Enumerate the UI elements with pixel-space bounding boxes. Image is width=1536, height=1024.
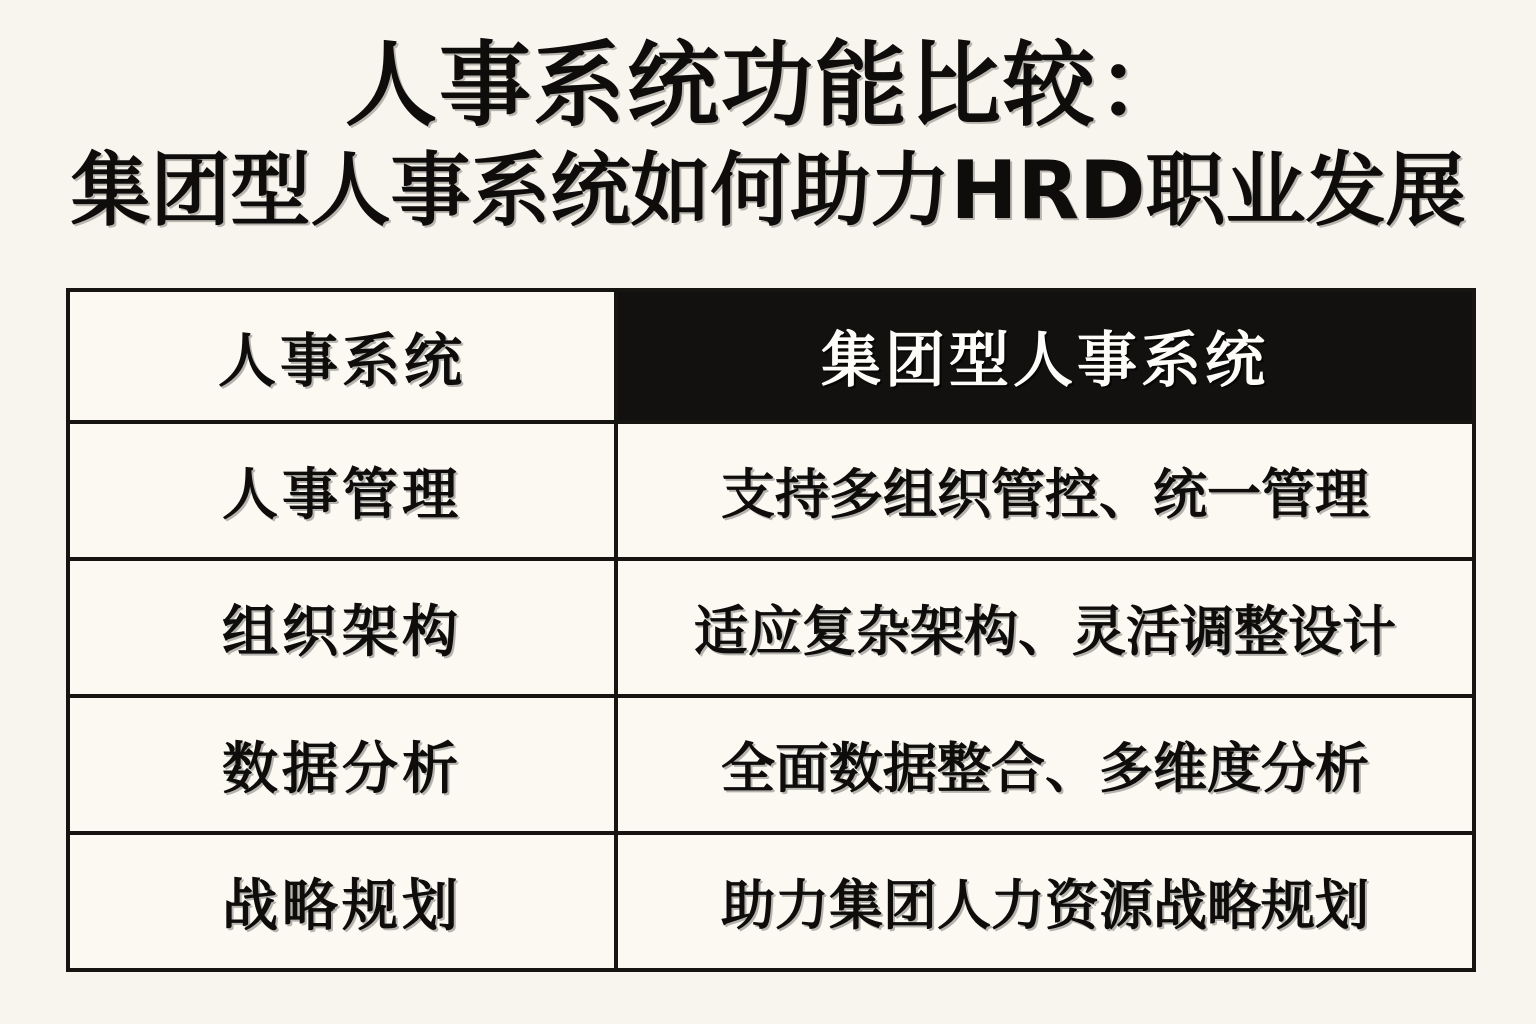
row-desc-strategic-planning: 助力集团人力资源战略规划 [616, 833, 1474, 970]
header-cell-feature: 人事系统 [68, 290, 616, 422]
row-feature-strategic-planning: 战略规划 [68, 833, 616, 970]
comparison-table [66, 288, 1476, 972]
table-row [68, 833, 1474, 970]
row-desc-data-analysis: 全面数据整合、多维度分析 [616, 696, 1474, 833]
row-desc-org-structure: 适应复杂架构、灵活调整设计 [616, 559, 1474, 696]
table-row [68, 422, 1474, 559]
header-cell-system: 集团型人事系统 [616, 290, 1474, 422]
row-feature-org-structure: 组织架构 [68, 559, 616, 696]
table-row [68, 559, 1474, 696]
page-subtitle: 集团型人事系统如何助力HRD职业发展 [70, 144, 1466, 238]
page-title: 人事系统功能比较： [344, 32, 1191, 139]
row-feature-hr-management: 人事管理 [68, 422, 616, 559]
table-row [68, 696, 1474, 833]
row-feature-data-analysis: 数据分析 [68, 696, 616, 833]
table-header-row [68, 290, 1474, 422]
row-desc-hr-management: 支持多组织管控、统一管理 [616, 422, 1474, 559]
